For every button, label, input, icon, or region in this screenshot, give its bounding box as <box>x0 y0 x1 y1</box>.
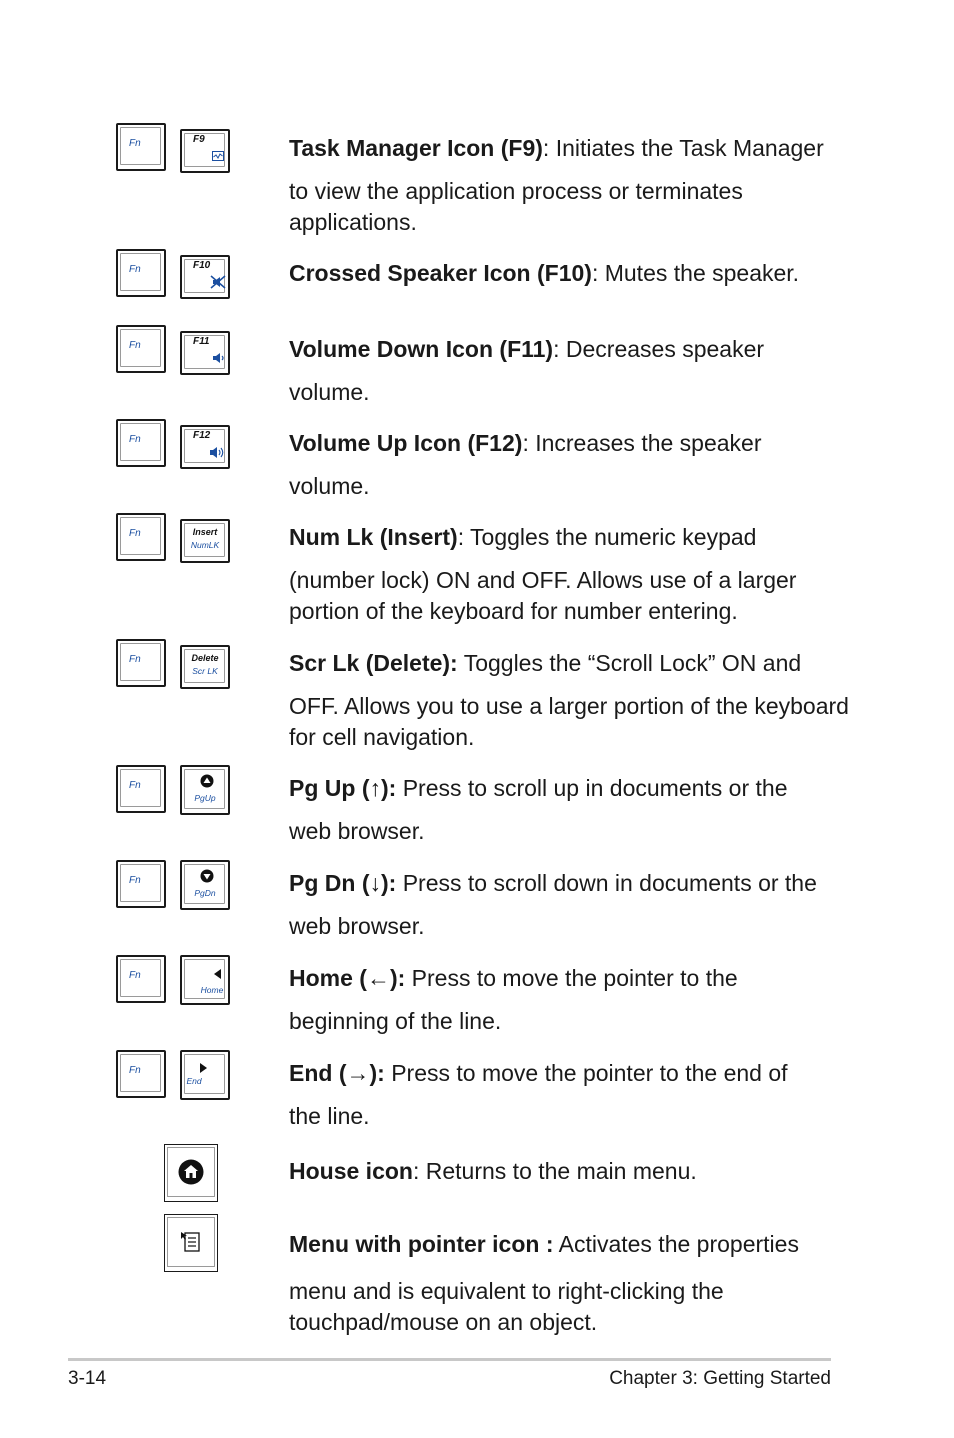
chapter-title: Chapter 3: Getting Started <box>609 1368 831 1389</box>
f10-key: F10 <box>180 255 230 299</box>
entry-description: Pg Dn (↓): Press to scroll down in documents or the web browser. <box>289 870 817 939</box>
entry-title: Pg Up (↑): <box>289 775 397 801</box>
footer-divider <box>68 1358 831 1361</box>
entry-title: Scr Lk (Delete): <box>289 650 458 676</box>
entry-description: End (→): Press to move the pointer to the end of the line. <box>289 1060 788 1129</box>
page-up-key: PgUp <box>180 765 230 815</box>
entry-title: House icon <box>289 1158 413 1184</box>
entry-title: End (→): <box>289 1060 385 1086</box>
delete-key: Delete Scr LK <box>180 645 230 689</box>
entry-description: Menu with pointer icon : Activates the properties menu and is equivalent to right-clicking the touchpad/mouse on an object. <box>289 1231 799 1335</box>
down-arrow-icon <box>200 869 214 883</box>
house-icon <box>178 1159 204 1185</box>
volume-down-icon <box>212 352 226 364</box>
fn-key: Fn <box>116 1050 166 1098</box>
entry-description: Home (←): Press to move the pointer to the beginning of the line. <box>289 965 738 1034</box>
entry-title: Pg Dn (↓): <box>289 870 397 896</box>
fn-key: Fn <box>116 249 166 297</box>
menu-pointer-icon <box>180 1231 202 1253</box>
fn-key: Fn <box>116 860 166 908</box>
entry-title: Crossed Speaker Icon (F10) <box>289 260 592 286</box>
entry-description: Crossed Speaker Icon (F10): Mutes the speaker. <box>289 260 800 286</box>
left-arrow-icon <box>214 969 222 979</box>
fn-key: Fn <box>116 325 166 373</box>
menu-key <box>164 1214 218 1272</box>
entry-title: Home (←): <box>289 965 406 991</box>
entry-title: Num Lk (Insert) <box>289 524 458 550</box>
entry-description: Scr Lk (Delete): Toggles the “Scroll Lock” ON and OFF. Allows you to use a larger portion of the keyboard for cell navigation. <box>289 650 849 750</box>
up-arrow-icon <box>200 774 214 788</box>
entry-title: Volume Down Icon (F11) <box>289 336 554 362</box>
fn-key: Fn <box>116 123 166 171</box>
entry-title: Menu with pointer icon : <box>289 1231 554 1257</box>
page-down-key: PgDn <box>180 860 230 910</box>
entry-description: House icon: Returns to the main menu. <box>289 1158 697 1184</box>
mute-speaker-icon <box>210 275 226 289</box>
fn-key: Fn <box>116 639 166 687</box>
entry-description: Task Manager Icon (F9): Initiates the Task Manager to view the application process or terminates applications. <box>289 135 824 235</box>
fn-key: Fn <box>116 513 166 561</box>
page-number: 3-14 <box>68 1368 107 1389</box>
fn-key: Fn <box>116 955 166 1003</box>
right-arrow-icon <box>199 1063 207 1073</box>
fn-key: Fn <box>116 419 166 467</box>
entry-description: Num Lk (Insert): Toggles the numeric keypad (number lock) ON and OFF. Allows use of a larger portion of the keyboard for number entering. <box>289 524 797 624</box>
insert-key: Insert NumLK <box>180 519 230 563</box>
entry-description: Volume Up Icon (F12): Increases the speaker volume. <box>289 430 762 499</box>
entry-title: Task Manager Icon (F9) <box>289 135 543 161</box>
entry-description: Volume Down Icon (F11): Decreases speaker volume. <box>289 336 765 405</box>
f12-key: F12 <box>180 425 230 469</box>
house-key <box>164 1144 218 1202</box>
entry-description: Pg Up (↑): Press to scroll up in documents or the web browser. <box>289 775 788 844</box>
f9-key: F9 <box>180 129 230 173</box>
fn-key: Fn <box>116 765 166 813</box>
end-key: End <box>180 1050 230 1100</box>
entry-title: Volume Up Icon (F12) <box>289 430 523 456</box>
f11-key: F11 <box>180 331 230 375</box>
volume-up-icon <box>209 446 227 459</box>
task-manager-icon <box>212 151 224 161</box>
home-key: Home <box>180 955 230 1005</box>
